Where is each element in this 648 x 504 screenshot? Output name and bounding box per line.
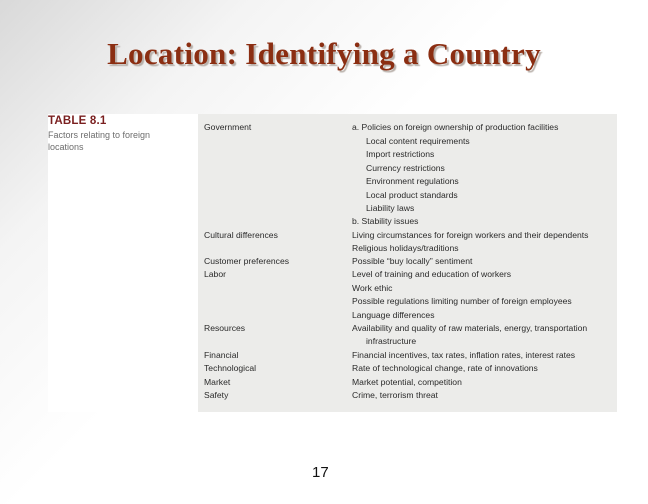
slide-title: Location: Identifying a Country — [107, 36, 541, 71]
detail-item: infrastructure — [366, 336, 417, 346]
detail-item: Import restrictions — [366, 149, 435, 159]
factor-safety: Safety — [204, 390, 229, 400]
detail-item: Work ethic — [352, 283, 393, 293]
factor-market: Market — [204, 377, 231, 387]
detail-item: Availability and quality of raw materials, energy, transportation — [352, 323, 588, 333]
factor-customer-preferences: Customer preferences — [204, 256, 290, 266]
detail-item: Financial incentives, tax rates, inflation rates, interest rates — [352, 350, 576, 360]
detail-item: Crime, terrorism threat — [352, 390, 438, 400]
detail-item: Local product standards — [366, 190, 458, 200]
page-number: 17 — [312, 464, 329, 481]
factor-labor: Labor — [204, 269, 226, 279]
table-caption: Factors relating to foreign locations — [48, 130, 151, 152]
detail-item: Rate of technological change, rate of innovations — [352, 363, 538, 373]
detail-item: Living circumstances for foreign workers and their dependents — [352, 230, 589, 240]
factor-cultural-differences: Cultural differences — [204, 230, 278, 240]
detail-item: Liability laws — [366, 203, 415, 213]
detail-item: b. Stability issues — [352, 216, 419, 226]
table-number: TABLE 8.1 — [48, 115, 107, 127]
detail-item: Language differences — [352, 310, 435, 320]
factor-government: Government — [204, 122, 252, 132]
detail-item: Possible regulations limiting number of foreign employees — [352, 296, 572, 306]
factor-resources: Resources — [204, 323, 246, 333]
factors-table — [48, 114, 617, 412]
detail-item: Religious holidays/traditions — [352, 243, 459, 253]
detail-item: Possible “buy locally” sentiment — [352, 256, 473, 266]
detail-item: Market potential, competition — [352, 377, 462, 387]
detail-item: Environment regulations — [366, 176, 459, 186]
factor-technological: Technological — [204, 363, 257, 373]
table-caption-column — [48, 114, 198, 412]
detail-item: Currency restrictions — [366, 163, 445, 173]
detail-item: a. Policies on foreign ownership of production facilities — [352, 122, 559, 132]
detail-item: Level of training and education of workers — [352, 269, 512, 279]
detail-item: Local content requirements — [366, 136, 470, 146]
factor-financial: Financial — [204, 350, 239, 360]
